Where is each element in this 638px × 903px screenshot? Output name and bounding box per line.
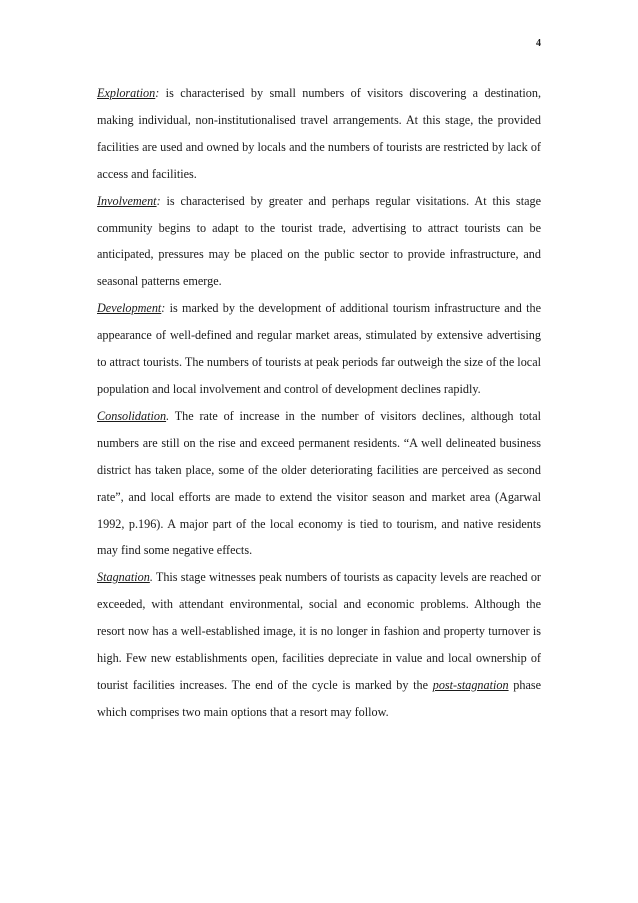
paragraph-text-after: phase which comprises two main options that a resort may follow. — [97, 677, 542, 719]
paragraph-text: is marked by the development of additional tourism infrastructure and the appearance of well-defined and regular market areas, stimulated by extensive advertising to attract tourists. The numbers of tourists at peak periods far outweigh the size of the local population and local involvement and control of development declines rapidly. — [97, 301, 541, 396]
term-separator: : — [161, 301, 166, 316]
term-separator: : — [155, 86, 160, 100]
term-exploration: Exploration — [97, 86, 156, 100]
paragraph-exploration — [97, 80, 541, 188]
paragraph-text: This stage witnesses peak numbers of tourists as capacity levels are reached or exceeded, with attendant environmental, social and economic problems. Although the resort now has a well-established image, it is no longer in fashion and property turnover is high. Few new establishments open, facilities depreciate in value and local ownership of tourist facilities increases. The end of the cycle is marked by the — [97, 570, 541, 692]
term-post-stagnation: post-stagnation — [432, 677, 509, 692]
term-consolidation: Consolidation — [97, 408, 167, 423]
term-involvement: Involvement — [97, 193, 157, 208]
paragraph-text: is characterised by small numbers of visitors discovering a destination, making individual, non-institutionalised travel arrangements. At this stage, the provided facilities are used and owned by locals and the numbers of tourists are restricted by lack of access and facilities. — [97, 86, 541, 181]
paragraph-consolidation — [97, 403, 541, 564]
term-stagnation: Stagnation — [97, 570, 150, 585]
term-separator: : — [156, 193, 161, 208]
document-body — [97, 80, 541, 726]
paragraph-text: The rate of increase in the number of visitors declines, although total numbers are still on the rise and exceed permanent residents. “A well delineated business district has taken place, some of the older deteriorating facilities are perceived as second rate”, and local efforts are made to extend the visitor season and market area (Agarwal 1992, p.196). A major part of the local economy is tied to tourism, and native residents may find some negative effects. — [97, 408, 541, 558]
paragraph-development — [97, 295, 541, 403]
paragraph-stagnation — [97, 564, 541, 725]
paragraph-text: is characterised by greater and perhaps regular visitations. At this stage community begins to adapt to the tourist trade, advertising to attract tourists can be anticipated, pressures may be placed on the public sector to provide infrastructure, and seasonal patterns emerge. — [97, 193, 541, 289]
term-separator: . — [166, 408, 170, 423]
paragraph-involvement — [97, 188, 541, 296]
page-number: 4 — [536, 38, 541, 49]
term-development: Development — [97, 301, 162, 316]
term-separator: . — [149, 570, 153, 585]
